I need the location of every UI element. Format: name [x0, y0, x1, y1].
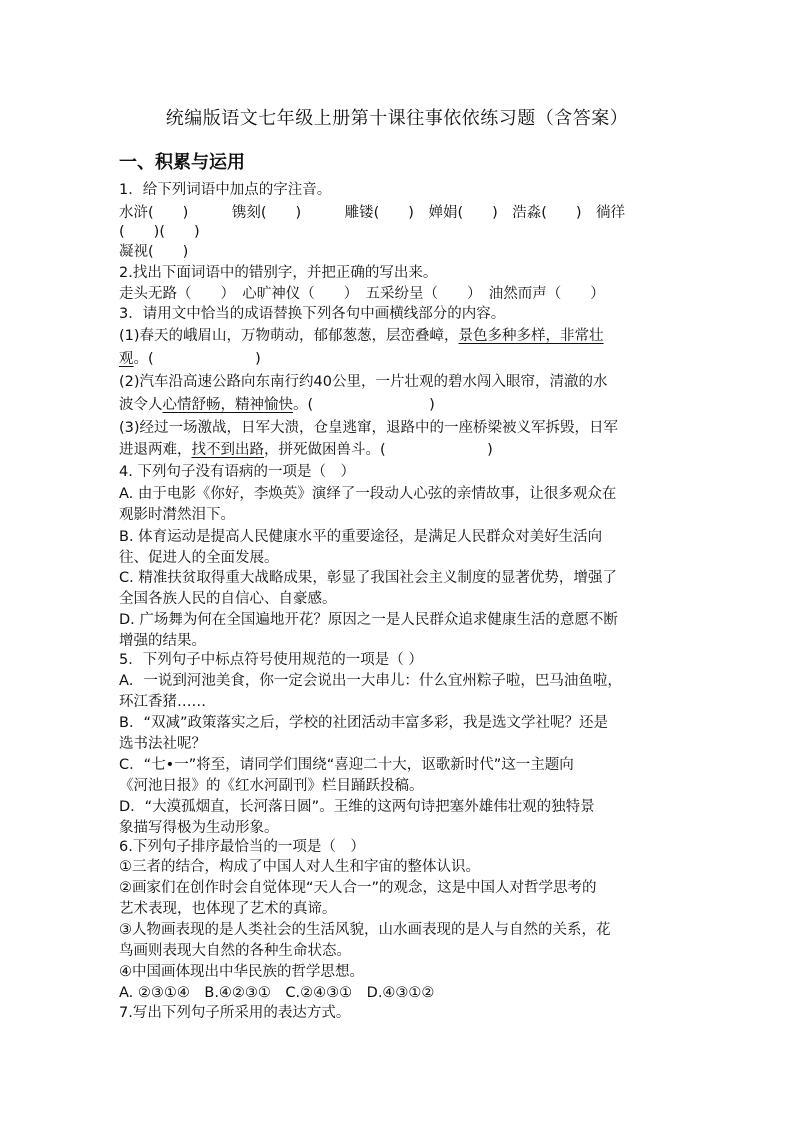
- question-1-line: 凝视( ): [119, 244, 189, 260]
- question-4-option-c: C. 精准扶贫取得重大战略成果，彰显了我国社会主义制度的显著优势，增强了: [119, 570, 617, 586]
- page-title: 统编版语文七年级上册第十课往事依依练习题（含答案）: [165, 108, 629, 129]
- question-3-sentence-1-cont: [119, 349, 675, 369]
- text: 波令人: [119, 397, 163, 413]
- question-5-option-a: A．一说到河池美食，你一定会说出一大串儿：什么宜州粽子啦，巴马油鱼啦，: [119, 673, 622, 689]
- question-2-stem: 2.找出下面词语中的错别字，并把正确的写出来。: [119, 265, 438, 281]
- question-4-option-b-cont: 往、促进人的全面发展。: [119, 550, 279, 566]
- text: (1)春天的峨眉山，万物萌动，郁郁葱葱，层峦叠嶂，: [119, 328, 459, 344]
- question-6-sentence-cont: 鸟画则表现大自然的各种生命状态。: [119, 943, 351, 959]
- question-4-option-c-cont: 全国各族人民的自信心、自豪感。: [119, 591, 337, 607]
- question-2-line: 走头无路（ ） 心旷神仪（ ） 五采纷呈（ ） 油然而声（ ）: [119, 286, 605, 302]
- question-1-stem: 1．给下列词语中加点的字注音。: [119, 182, 332, 198]
- question-1-line: ( )( ): [119, 224, 200, 240]
- question-6-options: A. ②③①④ B.④②③① C.②④③① D.④③①②: [119, 985, 435, 1001]
- question-6-sentence: ②画家们在创作时会自觉体现“天人合一”的观念，这是中国人对哲学思考的: [119, 880, 597, 896]
- question-6-sentence: ③人物画表现的是人类社会的生活风貌，山水画表现的是人与自然的关系，花: [119, 922, 611, 938]
- text: 进退两难，: [119, 442, 192, 458]
- underlined-text: 找不到出路: [191, 442, 264, 458]
- question-4-option-a: A. 由于电影《你好，李焕英》演绎了一段动人心弦的亲情故事，让很多观众在: [119, 486, 617, 502]
- underlined-text: 心情舒畅，精神愉快: [162, 397, 293, 413]
- question-5-option-d: D．“大漠孤烟直，长河落日圆”。王维的这两句诗把塞外雄伟壮观的独特景: [119, 799, 595, 815]
- question-5-option-a-cont: 环江香猪……: [119, 694, 206, 710]
- underlined-text: 观: [119, 351, 134, 367]
- underlined-text: 景色多种多样，非常壮: [458, 328, 604, 344]
- question-5-option-b-cont: 选书法社呢？: [119, 736, 206, 752]
- question-5-option-c: C．“七•一”将至，请同学们围绕“喜迎二十大，讴歌新时代”这一主题向: [119, 757, 574, 773]
- question-4-option-d: D. 广场舞为何在全国遍地开花？原因之一是人民群众追求健康生活的意愿不断: [119, 612, 618, 628]
- question-3-sentence-2: (2)汽车沿高速公路向东南行约40公里，一片壮观的碧水闯入眼帘，清澈的水: [119, 374, 608, 390]
- text: ，拼死做困兽斗。( ): [264, 442, 493, 458]
- question-4-option-b: B. 体育运动是提高人民健康水平的重要途径，是满足人民群众对美好生活向: [119, 529, 603, 545]
- question-1-line: 水浒( ) 镌刻( ) 雕镂( ) 婵娟( ) 浩淼( ) 徜徉: [119, 205, 626, 221]
- question-6-sentence: ④中国画体现出中华民族的哲学思想。: [119, 964, 364, 980]
- question-6-stem: 6.下列句子排序最恰当的一项是（ ）: [119, 839, 365, 855]
- question-6-sentence: ①三者的结合，构成了中国人对人生和宇宙的整体认识。: [119, 859, 480, 875]
- question-5-option-c-cont: 《河池日报》的《红水河副刊》栏目踊跃投稿。: [119, 778, 424, 794]
- question-7-stem: 7.写出下列句子所采用的表达方式。: [119, 1005, 351, 1021]
- question-3-sentence-1: [119, 326, 675, 346]
- question-3-sentence-2-cont: [119, 395, 675, 415]
- question-3-stem: 3．请用文中恰当的成语替换下列各句中画横线部分的内容。: [119, 306, 506, 322]
- question-3-sentence-3: (3)经过一场激战，日军大溃，仓皇逃窜，退路中的一座桥梁被义军拆毁，日军: [119, 420, 619, 436]
- question-5-option-b: B．“双减”政策落实之后，学校的社团活动丰富多彩，我是选文学社呢？还是: [119, 715, 608, 731]
- question-3-sentence-3-cont: [119, 440, 675, 460]
- question-4-stem: 4. 下列句子没有语病的一项是（ ）: [119, 464, 355, 480]
- text: 。( ): [133, 351, 261, 367]
- question-5-stem: 5．下列句子中标点符号使用规范的一项是（ ）: [119, 652, 423, 668]
- question-4-option-d-cont: 增强的结果。: [119, 633, 206, 649]
- question-6-sentence-cont: 艺术表现，也体现了艺术的真谛。: [119, 901, 337, 917]
- section-heading: 一、积累与运用: [119, 152, 245, 173]
- question-4-option-a-cont: 观影时潸然泪下。: [119, 507, 235, 523]
- question-5-option-d-cont: 象描写得极为生动形象。: [119, 820, 279, 836]
- text: 。( ): [293, 397, 435, 413]
